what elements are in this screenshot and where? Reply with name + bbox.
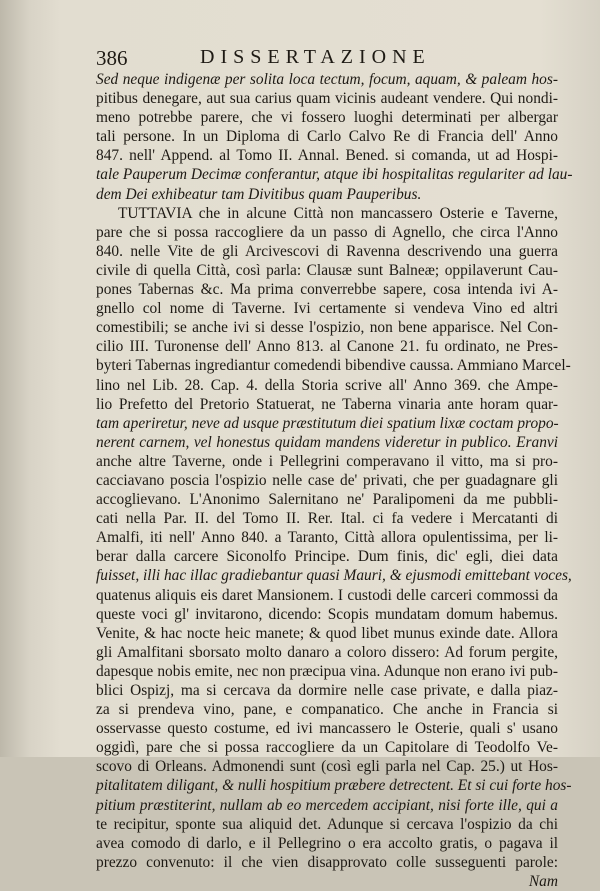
text-line: queste voci gl' invitarono, dicendo: Scopis mundatam domum habemus.: [96, 605, 558, 623]
text-line: scovo di Orleans. Admonendi sunt (così egli parla nel Cap. 25.) ut Hos-: [96, 758, 558, 776]
catchword: Nam: [528, 872, 558, 890]
text-line: lio Prefetto del Pretorio Statuerat, ne Taberna vinaria ante horam quar-: [96, 395, 558, 413]
text-line: accoglievano. L'Anonimo Salernitano ne' Paralipomeni da me pubbli-: [96, 491, 558, 509]
text-line: blici Ospizj, ma si cercava da dormire nelle case private, e dalla piaz-: [96, 682, 558, 699]
text-line: nerent carnem, vel honestus quidam mandens videretur in publico. Eranvi: [96, 433, 558, 451]
text-line: gnello col nome di Taverne. Ivi certamente si vendeva Vino ed altri: [96, 300, 558, 318]
body-text: [96, 70, 573, 891]
text-line: meno potrebbe parere, che vi fossero luoghi determinati per albergar: [96, 109, 558, 127]
text-line: pitalitatem diligant, & nulli hospitium præbere detrectent. Et si cui forte hos-: [96, 777, 572, 795]
text-line: dapesque nobis emite, nec non præcipua vina. Adunque non erano ivi pub-: [96, 662, 558, 680]
text-line: Amalfi, iti nell' Anno 840. a Taranto, Città allora opulentissima, per li-: [96, 529, 558, 547]
text-line: lino nel Lib. 28. Cap. 4. della Storia scrive all' Anno 369. che Ampe-: [96, 376, 558, 394]
text-line: te recipitur, sponte sua aliquid det. Adunque si cercava l'ospizio da chi: [96, 815, 558, 833]
text-line: gli Amalfitani sborsato molto danaro a coloro dissero: Ad forum pergite,: [96, 643, 558, 661]
text-line: oggidì, pare che si possa raccogliere da un Capitolare di Teodolfo Ve-: [96, 739, 558, 757]
text-line: dem Dei exhibeatur tam Divitibus quam Pauperibus.: [96, 185, 422, 203]
text-line: tale Pauperum Decimæ conferantur, atque ibi hospitalitas regulariter ad lau-: [96, 166, 573, 184]
text-line: cacciavano poscia l'ospizio nelle case de' privati, che per guadagnare gli: [96, 471, 558, 489]
running-title: DISSERTAZIONE: [200, 46, 431, 68]
text-line: byteri Tabernas ingrediantur comedendi bibendive caussa. Ammiano Marcel-: [96, 357, 571, 375]
text-line: fuisset, illi hac illac gradiebantur quasi Mauri, & ejusmodi emittebant voces,: [96, 567, 572, 585]
text-line: TUTTAVIA che in alcune Città non mancassero Osterie e Taverne,: [118, 204, 558, 222]
text-line: Venite, & hac nocte heic manete; & quod libet munus exinde date. Allora: [96, 624, 558, 642]
text-line: Sed neque indigenæ per solita loca tectum, focum, aquam, & paleam hos-: [96, 71, 558, 88]
page-number: 386: [96, 46, 128, 70]
text-line: avea comodo di darlo, e il Pellegrino o era accolto gratis, o pagava il: [96, 834, 558, 852]
page-header: [96, 46, 556, 72]
text-line: prezzo convenuto: il che vien disapprovato colle susseguenti parole:: [96, 853, 558, 871]
text-line: pones Tabernas &c. Ma prima converrebbe sapere, cosa intenda ivi A-: [96, 281, 558, 299]
text-line: comestibili; se anche ivi si desse l'ospizio, non bene apparisce. Nel Con-: [96, 319, 558, 337]
text-line: cati nella Par. II. del Tomo II. Rer. Ital. ci fa vedere i Mercatanti di: [96, 510, 558, 528]
text-line: pitibus denegare, aut sua carius quam vicinis audeant vendere. Qui nondi-: [96, 90, 558, 108]
text-line: tali persone. In un Diploma di Carlo Calvo Re di Francia dell' Anno: [96, 128, 558, 146]
text-line: quatenus aliquis eis daret Mansionem. I custodi delle carceri commossi da: [96, 586, 558, 604]
text-line: 840. nelle Vite de gli Arcivescovi di Ravenna descrivendo una guerra: [96, 242, 558, 260]
text-line: pitium præstiterint, nullam ab eo mercedem accipiant, nisi forte ille, qui a: [96, 796, 558, 814]
text-line: civile di quella Città, così parla: Clausæ sunt Balneæ; oppilaverunt Cau-: [96, 261, 558, 279]
text-line: za si prendeva vino, pane, e companatico. Che anche in Francia si: [96, 701, 558, 719]
text-line: berar dalla carcere Siconolfo Principe. Dum finis, dic' egli, diei data: [96, 548, 558, 566]
text-line: cilio III. Turonense dell' Anno 813. al Canone 21. fu ordinato, ne Pres-: [96, 338, 558, 356]
text-line: 847. nell' Append. al Tomo II. Annal. Bened. si comanda, ut ad Hospi-: [96, 147, 558, 165]
text-line: anche altre Taverne, onde i Pellegrini comperavano il vitto, ma si pro-: [96, 452, 558, 470]
text-line: tam aperiretur, neve ad usque præstitutum diei spatium lixæ coctam propo-: [96, 414, 559, 432]
text-line: osservasse questo costume, ed ivi mancassero le Osterie, quali s' usano: [96, 720, 558, 738]
text-line: pare che si possa raccogliere da un passo di Agnello, che circa l'Anno: [96, 223, 558, 241]
